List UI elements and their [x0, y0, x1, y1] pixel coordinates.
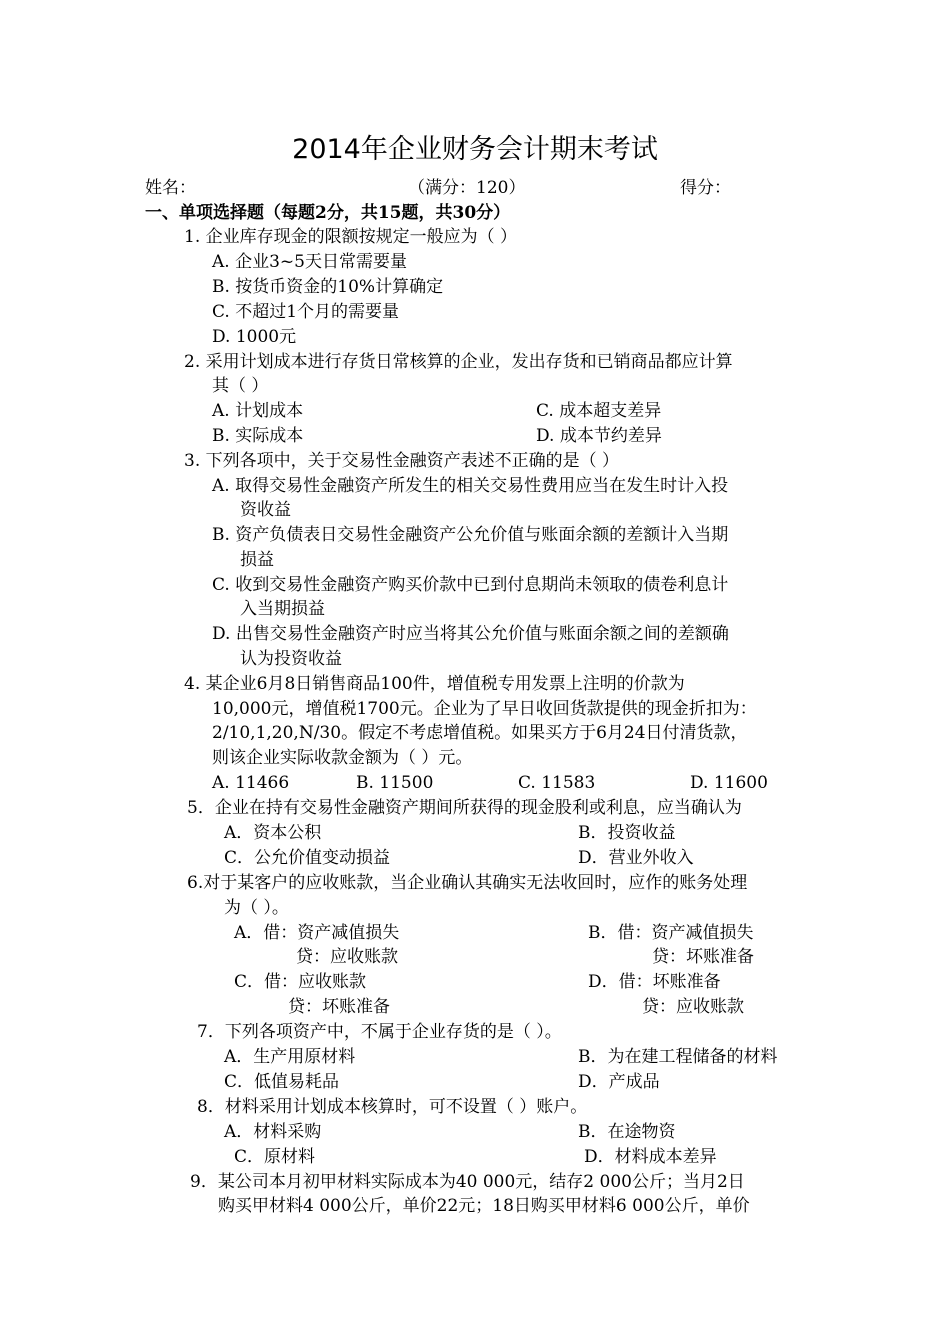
- question-option: D. 11600: [690, 773, 768, 793]
- question-stem: 2/10,1,20,N/30。假定不考虑增值税。如果买方于6月24日付清货款，: [212, 723, 748, 743]
- question-option: C. 收到交易性金融资产购买价款中已到付息期尚未领取的债卷利息计: [212, 575, 729, 595]
- question-option-cont: 损益: [240, 550, 274, 570]
- question-option-cont: 资收益: [240, 500, 291, 520]
- question-option: B．投资收益: [578, 823, 676, 843]
- question-stem: 9．某公司本月初甲材料实际成本为40 000元，结存2 000公斤；当月2日: [190, 1172, 745, 1192]
- question-stem: 5．企业在持有交易性金融资产期间所获得的现金股利或利息，应当确认为: [187, 798, 742, 818]
- question-option: B．在途物资: [578, 1122, 676, 1142]
- question-option-cont: 贷：坏账准备: [288, 997, 390, 1017]
- question-stem: 3. 下列各项中，关于交易性金融资产表述不正确的是（ ）: [184, 451, 620, 471]
- question-option: B. 11500: [356, 773, 434, 793]
- question-option: D. 成本节约差异: [536, 426, 662, 446]
- question-option: C．低值易耗品: [224, 1072, 340, 1092]
- question-option: C. 不超过1个月的需要量: [212, 302, 400, 322]
- name-label: 姓名：: [145, 178, 196, 198]
- question-option: A. 取得交易性金融资产所发生的相关交易性费用应当在发生时计入投: [212, 476, 729, 496]
- question-stem: 为（ ）。: [224, 898, 289, 918]
- question-stem: 其（ ）: [212, 376, 269, 396]
- question-option-cont: 入当期损益: [240, 599, 325, 619]
- question-option: D．材料成本差异: [584, 1147, 717, 1167]
- question-option: A．生产用原材料: [224, 1047, 356, 1067]
- question-option: C．原材料: [234, 1147, 316, 1167]
- question-option: B．为在建工程储备的材料: [578, 1047, 778, 1067]
- question-stem: 则该企业实际收款金额为（ ）元。: [212, 748, 473, 768]
- question-option: C．公允价值变动损益: [224, 848, 391, 868]
- question-option: D. 出售交易性金融资产时应当将其公允价值与账面余额之间的差额确: [212, 624, 729, 644]
- question-option: D．产成品: [578, 1072, 660, 1092]
- question-option-cont: 贷：应收账款: [642, 997, 744, 1017]
- question-option: A. 企业3~5天日常需要量: [212, 252, 407, 272]
- full-score: （满分：120）: [408, 178, 526, 198]
- question-option: B．借：资产减值损失: [588, 923, 754, 943]
- question-option: C. 11583: [518, 773, 596, 793]
- question-option: A．资本公积: [224, 823, 322, 843]
- question-option: C. 成本超支差异: [536, 401, 662, 421]
- question-option-cont: 认为投资收益: [240, 649, 342, 669]
- question-option: B. 资产负债表日交易性金融资产公允价值与账面余额的差额计入当期: [212, 525, 729, 545]
- question-stem: 2. 采用计划成本进行存货日常核算的企业，发出存货和已销商品都应计算: [184, 352, 733, 372]
- section-heading: 一、单项选择题（每题2分，共15题，共30分）: [145, 203, 511, 223]
- question-option: D．营业外收入: [578, 848, 694, 868]
- question-option-cont: 贷：坏账准备: [652, 947, 754, 967]
- question-option: B. 按货币资金的10%计算确定: [212, 277, 444, 297]
- question-option: A．借：资产减值损失: [234, 923, 400, 943]
- question-option: A．材料采购: [224, 1122, 322, 1142]
- question-option: A. 11466: [212, 773, 290, 793]
- question-option: B. 实际成本: [212, 426, 304, 446]
- question-stem: 1. 企业库存现金的限额按规定一般应为（ ）: [184, 227, 518, 247]
- question-stem: 7．下列各项资产中，不属于企业存货的是（ ）。: [197, 1022, 562, 1042]
- question-stem: 10,000元，增值税1700元。企业为了早日收回货款提供的现金折扣为：: [212, 699, 757, 719]
- exam-title: 2014年企业财务会计期末考试: [292, 134, 658, 165]
- question-stem: 6.对于某客户的应收账款，当企业确认其确实无法收回时，应作的账务处理: [187, 873, 748, 893]
- question-stem: 购买甲材料4 000公斤，单价22元；18日购买甲材料6 000公斤，单价: [218, 1196, 750, 1216]
- question-option: C．借：应收账款: [234, 972, 367, 992]
- question-option: D．借：坏账准备: [588, 972, 721, 992]
- question-stem: 8．材料采用计划成本核算时，可不设置（ ）账户。: [197, 1097, 588, 1117]
- question-stem: 4. 某企业6月8日销售商品100件，增值税专用发票上注明的价款为: [184, 674, 685, 694]
- question-option: D. 1000元: [212, 327, 297, 347]
- question-option: A. 计划成本: [212, 401, 304, 421]
- question-option-cont: 贷：应收账款: [296, 947, 398, 967]
- score-label: 得分：: [680, 178, 731, 198]
